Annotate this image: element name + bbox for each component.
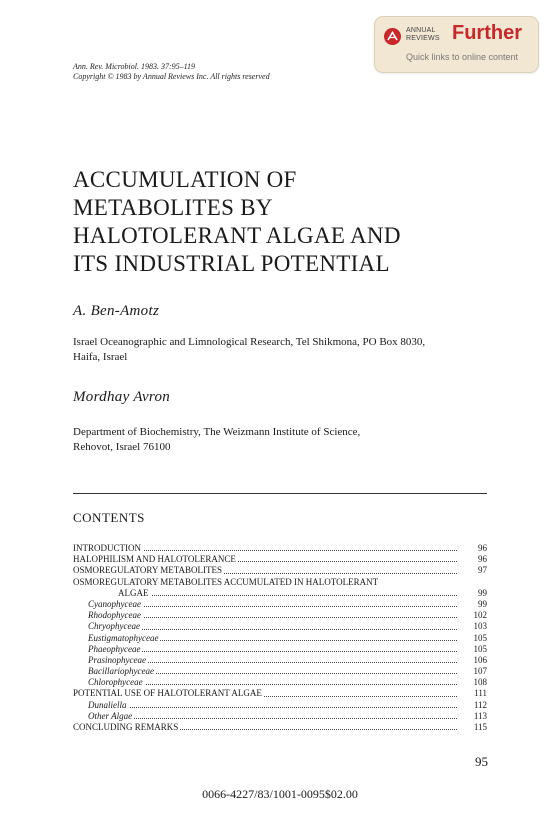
toc-entry-page: 99 — [478, 587, 487, 598]
further-tagline: Quick links to online content — [406, 52, 519, 62]
toc-entry-label: Phaeophyceae — [88, 643, 141, 654]
toc-entry[interactable] — [73, 588, 487, 599]
toc-entry-page: 107 — [473, 666, 487, 677]
toc-entry[interactable] — [73, 577, 487, 588]
copyright-line: Copyright © 1983 by Annual Reviews Inc. All rights reserved — [73, 72, 270, 81]
toc-entry-label: Dunaliella — [88, 699, 127, 710]
toc-entry[interactable] — [73, 722, 487, 733]
toc-entry-label: Other Algae — [88, 710, 133, 721]
toc-entry-label: ALGAE — [118, 587, 149, 598]
toc-entry-page: 105 — [473, 643, 487, 654]
toc-entry-label: Eustigmatophyceae — [88, 632, 159, 643]
title-line: ITS INDUSTRIAL POTENTIAL — [73, 251, 390, 276]
toc-entry[interactable] — [73, 700, 487, 711]
annual-reviews-logo-icon — [384, 28, 401, 45]
toc-entry[interactable] — [73, 621, 487, 632]
toc-entry-label: Bacillariophyceae — [88, 666, 154, 677]
author-affiliation: Israel Oceanographic and Limnological Research, Tel Shikmona, PO Box 8030, Haifa, Israel — [73, 336, 426, 363]
toc-entry-label: OSMOREGULATORY METABOLITES ACCUMULATED IN HALOTOLERANT — [73, 576, 379, 587]
toc-entry[interactable] — [73, 565, 487, 576]
further-brand: Further — [452, 22, 522, 44]
toc-entry-label: Prasinophyceae — [88, 654, 146, 665]
toc-entry-label: Rhodophyceae — [88, 610, 141, 621]
title-line: ACCUMULATION OF — [73, 167, 297, 192]
toc-entry-label: Chryophyceae — [88, 621, 140, 632]
footer-code: 0066-4227/83/1001-0095$02.00 — [202, 787, 358, 801]
toc-entry[interactable] — [73, 543, 487, 554]
toc-entry-label: OSMOREGULATORY METABOLITES — [73, 565, 223, 576]
table-of-contents — [73, 543, 487, 733]
toc-entry-page: 96 — [478, 554, 487, 565]
toc-entry-label: POTENTIAL USE OF HALOTOLERANT ALGAE — [73, 688, 262, 699]
toc-entry-label: Chlorophyceae — [88, 677, 143, 688]
contents-heading: CONTENTS — [73, 510, 145, 525]
journal-citation — [73, 62, 270, 82]
toc-entry-label: CONCLUDING REMARKS — [73, 722, 179, 732]
toc-entry[interactable] — [73, 633, 487, 644]
toc-entry-page: 108 — [473, 677, 487, 688]
toc-entry[interactable] — [73, 666, 487, 677]
section-divider — [73, 493, 487, 494]
toc-entry[interactable] — [73, 554, 487, 565]
toc-entry-page: 113 — [473, 710, 487, 721]
toc-entry-page: 103 — [473, 621, 487, 632]
annual-reviews-wordmark: ANNUAL REVIEWS — [406, 27, 440, 42]
page-number: 95 — [475, 754, 488, 769]
toc-entry-page: 102 — [473, 610, 487, 621]
toc-entry[interactable] — [73, 599, 487, 610]
toc-entry-page: 99 — [478, 598, 487, 609]
author-name: A. Ben-Amotz — [73, 303, 160, 319]
author-affiliation: Department of Biochemistry, The Weizmann Institute of Science, Rehovot, Israel 76100 — [73, 426, 361, 453]
toc-entry-page: 96 — [478, 543, 487, 553]
toc-entry-page: 115 — [473, 722, 487, 732]
toc-entry-page: 111 — [474, 688, 487, 699]
author-name: Mordhay Avron — [73, 389, 171, 405]
toc-entry-page: 97 — [478, 565, 487, 576]
toc-entry[interactable] — [73, 610, 487, 621]
toc-entry-label: HALOPHILISM AND HALOTOLERANCE — [73, 554, 236, 565]
toc-entry[interactable] — [73, 644, 487, 655]
article-title — [73, 166, 401, 278]
citation-line: Ann. Rev. Microbiol. 1983. 37:95–119 — [73, 62, 196, 71]
toc-entry-page: 112 — [473, 699, 487, 710]
title-line: METABOLITES BY — [73, 195, 273, 220]
toc-entry[interactable] — [73, 655, 487, 666]
title-line: HALOTOLERANT ALGAE AND — [73, 223, 401, 248]
toc-entry[interactable] — [73, 677, 487, 688]
toc-entry-page: 106 — [473, 654, 487, 665]
toc-entry-label: INTRODUCTION — [73, 543, 141, 553]
toc-entry[interactable] — [73, 711, 487, 722]
toc-entry-page: 105 — [473, 632, 487, 643]
annual-reviews-further-badge[interactable] — [374, 16, 539, 73]
toc-entry[interactable] — [73, 688, 487, 699]
toc-entry-label: Cyanophyceae — [88, 598, 141, 609]
